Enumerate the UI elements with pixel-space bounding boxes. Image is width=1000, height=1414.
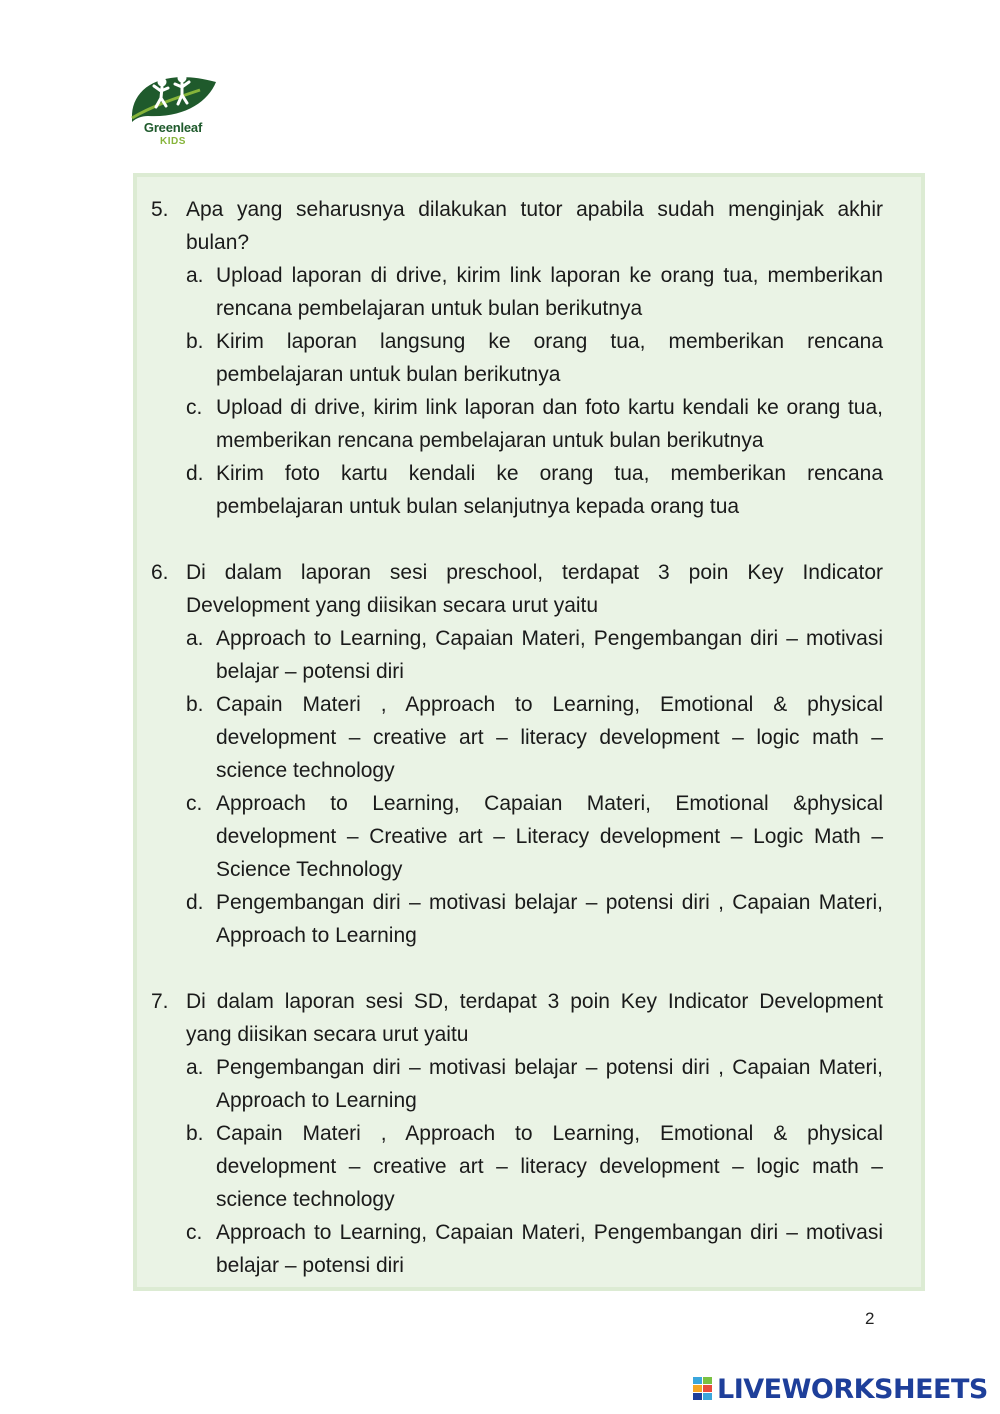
option-letter: b. <box>186 1122 204 1145</box>
option-text: Approach to Learning, Capaian Materi, Pengembangan diri – motivasi belajar – potensi diri <box>216 627 883 683</box>
option-letter: c. <box>186 792 203 815</box>
option-letter: a. <box>186 264 204 287</box>
option-letter: d. <box>186 462 204 485</box>
question-6 <box>151 556 883 952</box>
option-letter: d. <box>186 891 204 914</box>
question-panel <box>133 173 925 1291</box>
option-letter: c. <box>186 396 203 419</box>
option-text: Kirim foto kartu kendali ke orang tua, memberikan rencana pembelajaran untuk bulan selanjutnya kepada orang tua <box>216 462 883 518</box>
logo-name: Greenleaf <box>143 120 203 135</box>
page-number: 2 <box>865 1309 875 1328</box>
question-text: Di dalam laporan sesi preschool, terdapat 3 poin Key Indicator Development yang diisikan secara urut yaitu <box>186 561 883 617</box>
question-5 <box>151 193 883 523</box>
liveworksheets-icon <box>693 1377 713 1401</box>
option-letter: b. <box>186 330 204 353</box>
option-text: Capain Materi , Approach to Learning, Emotional & physical development – creative art – literacy development – logic math – science technology <box>216 693 883 782</box>
answer-option-b[interactable] <box>186 688 883 787</box>
answer-option-c[interactable] <box>186 391 883 457</box>
answer-option-d[interactable] <box>186 457 883 523</box>
option-text: Capain Materi , Approach to Learning, Emotional & physical development – creative art – literacy development – logic math – science technology <box>216 1122 883 1211</box>
question-text: Apa yang seharusnya dilakukan tutor apabila sudah menginjak akhir bulan? <box>186 198 883 254</box>
answer-options <box>186 259 883 523</box>
option-text: Approach to Learning, Capaian Materi, Emotional &physical development – Creative art – Literacy development – Logic Math – Science Technology <box>216 792 883 881</box>
question-7 <box>151 985 883 1282</box>
answer-option-c[interactable] <box>186 787 883 886</box>
question-number: 6. <box>151 561 169 584</box>
option-letter: b. <box>186 693 204 716</box>
answer-option-b[interactable] <box>186 1117 883 1216</box>
answer-option-a[interactable] <box>186 622 883 688</box>
option-text: Approach to Learning, Capaian Materi, Pengembangan diri – motivasi belajar – potensi diri <box>216 1221 883 1277</box>
option-text: Pengembangan diri – motivasi belajar – potensi diri , Capaian Materi, Approach to Learning <box>216 1056 883 1112</box>
question-number: 5. <box>151 198 169 221</box>
option-text: Kirim laporan langsung ke orang tua, memberikan rencana pembelajaran untuk bulan berikutnya <box>216 330 883 386</box>
answer-option-a[interactable] <box>186 1051 883 1117</box>
answer-option-c[interactable] <box>186 1216 883 1282</box>
question-number: 7. <box>151 990 169 1013</box>
option-text: Upload laporan di drive, kirim link laporan ke orang tua, memberikan rencana pembelajaran untuk bulan berikutnya <box>216 264 883 320</box>
option-text: Pengembangan diri – motivasi belajar – potensi diri , Capaian Materi, Approach to Learning <box>216 891 883 947</box>
liveworksheets-brand[interactable] <box>693 1372 988 1406</box>
option-letter: a. <box>186 1056 204 1079</box>
answer-options <box>186 622 883 952</box>
answer-options <box>186 1051 883 1282</box>
answer-option-d[interactable] <box>186 886 883 952</box>
answer-option-b[interactable] <box>186 325 883 391</box>
question-text: Di dalam laporan sesi SD, terdapat 3 poin Key Indicator Development yang diisikan secara urut yaitu <box>186 990 883 1046</box>
option-letter: a. <box>186 627 204 650</box>
option-letter: c. <box>186 1221 203 1244</box>
option-text: Upload di drive, kirim link laporan dan foto kartu kendali ke orang tua, memberikan rencana pembelajaran untuk bulan berikutnya <box>216 396 883 452</box>
leaf-kids-icon <box>118 62 228 122</box>
answer-option-a[interactable] <box>186 259 883 325</box>
liveworksheets-wordmark: LIVEWORKSHEETS <box>717 1373 988 1405</box>
logo-subtitle: KIDS <box>160 136 186 147</box>
question-list <box>151 193 883 1282</box>
greenleaf-kids-logo <box>118 62 228 162</box>
